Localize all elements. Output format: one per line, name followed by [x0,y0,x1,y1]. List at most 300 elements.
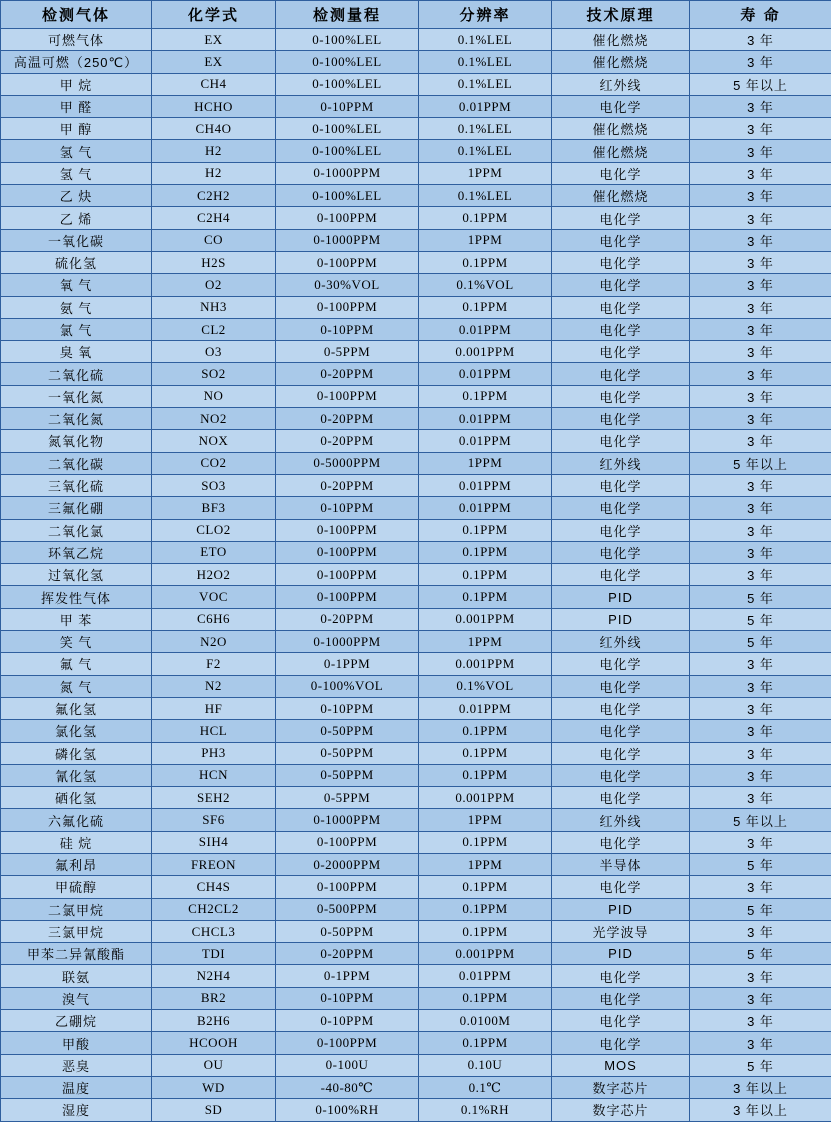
cell-technology: 电化学 [552,564,690,586]
table-row [1,251,831,273]
cell-detection-range: 0-5PPM [276,341,419,363]
cell-detection-range: 0-10PPM [276,1010,419,1032]
cell-detection-range: 0-1000PPM [276,162,419,184]
table-row [1,764,831,786]
cell-resolution: 0.001PPM [419,943,552,965]
cell-technology: 电化学 [552,1010,690,1032]
cell-resolution: 1PPM [419,452,552,474]
cell-technology: 电化学 [552,251,690,273]
cell-chemical-formula: HCN [152,764,276,786]
cell-technology: 电化学 [552,318,690,340]
cell-technology: 电化学 [552,497,690,519]
cell-lifetime: 3 年 [690,51,831,73]
cell-technology: 电化学 [552,787,690,809]
cell-chemical-formula: SO2 [152,363,276,385]
cell-detection-range: 0-100PPM [276,296,419,318]
column-header-technology: 技术原理 [552,1,690,29]
cell-detection-range: 0-1000PPM [276,229,419,251]
cell-resolution: 0.1℃ [419,1076,552,1098]
cell-lifetime: 3 年 [690,162,831,184]
cell-technology: 电化学 [552,742,690,764]
cell-resolution: 0.1PPM [419,898,552,920]
cell-resolution: 0.1PPM [419,251,552,273]
cell-lifetime: 3 年 [690,653,831,675]
cell-gas-name: 磷化氢 [1,742,152,764]
table-row [1,697,831,719]
cell-lifetime: 3 年以上 [690,1076,831,1098]
cell-chemical-formula: NOX [152,430,276,452]
cell-technology: PID [552,608,690,630]
cell-technology: 电化学 [552,965,690,987]
cell-detection-range: 0-100PPM [276,541,419,563]
cell-lifetime: 3 年 [690,185,831,207]
cell-lifetime: 3 年 [690,675,831,697]
cell-gas-name: 甲 烷 [1,73,152,95]
cell-gas-name: 温度 [1,1076,152,1098]
cell-gas-name: 三氟化硼 [1,497,152,519]
cell-technology: 数字芯片 [552,1076,690,1098]
cell-technology: 催化燃烧 [552,29,690,51]
column-header-gas-name: 检测气体 [1,1,152,29]
cell-technology: 电化学 [552,675,690,697]
cell-technology: 电化学 [552,987,690,1009]
cell-resolution: 0.1%LEL [419,51,552,73]
cell-chemical-formula: SIH4 [152,831,276,853]
cell-gas-name: 二氯甲烷 [1,898,152,920]
table-row [1,1099,831,1121]
cell-technology: 电化学 [552,831,690,853]
cell-gas-name: 氟化氢 [1,697,152,719]
cell-chemical-formula: O3 [152,341,276,363]
cell-chemical-formula: FREON [152,853,276,875]
cell-chemical-formula: N2H4 [152,965,276,987]
cell-lifetime: 3 年 [690,474,831,496]
cell-gas-name: 甲 醇 [1,118,152,140]
cell-chemical-formula: C6H6 [152,608,276,630]
cell-gas-name: 硫化氢 [1,251,152,273]
cell-resolution: 0.01PPM [419,497,552,519]
column-header-chemical-formula: 化学式 [152,1,276,29]
cell-resolution: 0.1PPM [419,831,552,853]
column-header-resolution: 分辨率 [419,1,552,29]
cell-detection-range: 0-100%VOL [276,675,419,697]
cell-technology: 电化学 [552,408,690,430]
cell-lifetime: 3 年 [690,95,831,117]
cell-detection-range: 0-20PPM [276,608,419,630]
table-row [1,474,831,496]
table-row [1,586,831,608]
cell-lifetime: 5 年 [690,853,831,875]
table-row [1,608,831,630]
cell-detection-range: 0-20PPM [276,430,419,452]
table-row [1,1032,831,1054]
cell-detection-range: 0-20PPM [276,474,419,496]
cell-technology: 电化学 [552,207,690,229]
table-row [1,519,831,541]
cell-detection-range: 0-100PPM [276,207,419,229]
cell-chemical-formula: NH3 [152,296,276,318]
cell-resolution: 0.1PPM [419,764,552,786]
cell-detection-range: 0-2000PPM [276,853,419,875]
cell-detection-range: 0-100PPM [276,586,419,608]
cell-resolution: 0.01PPM [419,95,552,117]
cell-lifetime: 3 年 [690,341,831,363]
cell-resolution: 0.01PPM [419,697,552,719]
cell-technology: PID [552,898,690,920]
cell-detection-range: 0-100%LEL [276,140,419,162]
cell-lifetime: 3 年 [690,564,831,586]
cell-detection-range: 0-100PPM [276,831,419,853]
cell-detection-range: 0-1000PPM [276,631,419,653]
cell-resolution: 0.1PPM [419,742,552,764]
cell-technology: 催化燃烧 [552,185,690,207]
table-row [1,229,831,251]
cell-technology: 电化学 [552,876,690,898]
table-row [1,920,831,942]
cell-lifetime: 3 年 [690,697,831,719]
cell-gas-name: 氧 气 [1,274,152,296]
cell-lifetime: 3 年 [690,497,831,519]
cell-lifetime: 5 年 [690,586,831,608]
table-row [1,809,831,831]
cell-chemical-formula: CH4S [152,876,276,898]
cell-resolution: 0.1%LEL [419,185,552,207]
table-row [1,831,831,853]
table-row [1,207,831,229]
table-row [1,296,831,318]
cell-technology: 电化学 [552,229,690,251]
cell-lifetime: 3 年 [690,720,831,742]
cell-resolution: 0.001PPM [419,787,552,809]
cell-detection-range: 0-1PPM [276,653,419,675]
cell-resolution: 0.1PPM [419,987,552,1009]
table-row [1,29,831,51]
cell-resolution: 0.01PPM [419,408,552,430]
cell-technology: 电化学 [552,274,690,296]
table-header [1,1,831,29]
cell-resolution: 0.1PPM [419,296,552,318]
cell-resolution: 0.1%VOL [419,274,552,296]
cell-detection-range: 0-10PPM [276,697,419,719]
table-row [1,51,831,73]
cell-gas-name: 过氧化氢 [1,564,152,586]
table-row [1,631,831,653]
cell-resolution: 1PPM [419,631,552,653]
table-body [1,29,831,1122]
table-row [1,274,831,296]
table-row [1,541,831,563]
cell-gas-name: 乙 炔 [1,185,152,207]
cell-resolution: 0.1PPM [419,519,552,541]
cell-lifetime: 3 年 [690,1032,831,1054]
cell-lifetime: 3 年 [690,876,831,898]
cell-detection-range: 0-500PPM [276,898,419,920]
cell-detection-range: 0-100PPM [276,251,419,273]
cell-chemical-formula: CL2 [152,318,276,340]
cell-lifetime: 5 年以上 [690,73,831,95]
cell-detection-range: 0-100PPM [276,564,419,586]
cell-chemical-formula: B2H6 [152,1010,276,1032]
cell-technology: 电化学 [552,519,690,541]
cell-lifetime: 3 年 [690,251,831,273]
cell-chemical-formula: N2O [152,631,276,653]
cell-detection-range: 0-100%LEL [276,185,419,207]
cell-gas-name: 硅 烷 [1,831,152,853]
cell-chemical-formula: CLO2 [152,519,276,541]
table-row [1,118,831,140]
cell-resolution: 0.1%RH [419,1099,552,1121]
cell-gas-name: 湿度 [1,1099,152,1121]
cell-technology: 红外线 [552,631,690,653]
cell-lifetime: 3 年 [690,408,831,430]
cell-gas-name: 甲 醛 [1,95,152,117]
cell-detection-range: 0-10PPM [276,318,419,340]
cell-chemical-formula: N2 [152,675,276,697]
cell-chemical-formula: SEH2 [152,787,276,809]
cell-gas-name: 氰化氢 [1,764,152,786]
cell-technology: 催化燃烧 [552,118,690,140]
cell-gas-name: 挥发性气体 [1,586,152,608]
cell-resolution: 0.001PPM [419,608,552,630]
cell-chemical-formula: H2 [152,162,276,184]
cell-gas-name: 环氧乙烷 [1,541,152,563]
cell-chemical-formula: HCOOH [152,1032,276,1054]
cell-chemical-formula: CO2 [152,452,276,474]
cell-gas-name: 乙硼烷 [1,1010,152,1032]
cell-technology: 电化学 [552,430,690,452]
table-row [1,497,831,519]
cell-technology: 电化学 [552,697,690,719]
cell-gas-name: 氢 气 [1,140,152,162]
cell-gas-name: 高温可燃（250℃） [1,51,152,73]
cell-detection-range: 0-50PPM [276,920,419,942]
cell-detection-range: 0-100PPM [276,385,419,407]
cell-gas-name: 氯化氢 [1,720,152,742]
cell-technology: 电化学 [552,95,690,117]
table-row [1,95,831,117]
cell-gas-name: 二氧化氯 [1,519,152,541]
cell-lifetime: 3 年 [690,987,831,1009]
cell-technology: PID [552,943,690,965]
cell-resolution: 0.1%LEL [419,118,552,140]
cell-technology: 电化学 [552,385,690,407]
table-row [1,898,831,920]
cell-chemical-formula: H2S [152,251,276,273]
table-row [1,564,831,586]
cell-resolution: 0.1PPM [419,541,552,563]
table-header-row [1,1,831,29]
cell-chemical-formula: PH3 [152,742,276,764]
cell-technology: 催化燃烧 [552,140,690,162]
cell-resolution: 0.1PPM [419,720,552,742]
cell-chemical-formula: NO2 [152,408,276,430]
table-row [1,318,831,340]
table-row [1,408,831,430]
cell-gas-name: 甲硫醇 [1,876,152,898]
cell-lifetime: 3 年 [690,831,831,853]
cell-lifetime: 5 年 [690,943,831,965]
cell-chemical-formula: CH4O [152,118,276,140]
cell-technology: 电化学 [552,296,690,318]
cell-technology: 电化学 [552,341,690,363]
cell-lifetime: 5 年以上 [690,809,831,831]
cell-resolution: 0.1%LEL [419,140,552,162]
cell-chemical-formula: H2 [152,140,276,162]
cell-gas-name: 一氧化碳 [1,229,152,251]
cell-chemical-formula: BR2 [152,987,276,1009]
cell-chemical-formula: OU [152,1054,276,1076]
cell-lifetime: 3 年 [690,541,831,563]
cell-chemical-formula: NO [152,385,276,407]
cell-lifetime: 3 年以上 [690,1099,831,1121]
cell-detection-range: 0-100%RH [276,1099,419,1121]
cell-chemical-formula: CO [152,229,276,251]
cell-lifetime: 3 年 [690,118,831,140]
cell-gas-name: 氟利昂 [1,853,152,875]
cell-technology: 电化学 [552,162,690,184]
cell-chemical-formula: SO3 [152,474,276,496]
cell-detection-range: 0-100%LEL [276,73,419,95]
cell-technology: MOS [552,1054,690,1076]
cell-gas-name: 二氧化碳 [1,452,152,474]
cell-technology: 电化学 [552,1032,690,1054]
cell-detection-range: 0-1000PPM [276,809,419,831]
table-row [1,1054,831,1076]
cell-gas-name: 甲 苯 [1,608,152,630]
cell-detection-range: 0-50PPM [276,742,419,764]
cell-technology: 电化学 [552,363,690,385]
cell-resolution: 0.1PPM [419,385,552,407]
cell-gas-name: 三氧化硫 [1,474,152,496]
cell-resolution: 1PPM [419,809,552,831]
table-row [1,341,831,363]
cell-technology: 电化学 [552,653,690,675]
cell-chemical-formula: HF [152,697,276,719]
cell-technology: 催化燃烧 [552,51,690,73]
cell-gas-name: 甲酸 [1,1032,152,1054]
cell-chemical-formula: WD [152,1076,276,1098]
cell-chemical-formula: CH2CL2 [152,898,276,920]
cell-chemical-formula: C2H2 [152,185,276,207]
cell-gas-name: 乙 烯 [1,207,152,229]
cell-lifetime: 5 年 [690,631,831,653]
cell-gas-name: 联氨 [1,965,152,987]
cell-lifetime: 3 年 [690,274,831,296]
cell-technology: 光学波导 [552,920,690,942]
cell-technology: 半导体 [552,853,690,875]
cell-detection-range: 0-10PPM [276,95,419,117]
cell-technology: 数字芯片 [552,1099,690,1121]
cell-chemical-formula: O2 [152,274,276,296]
cell-resolution: 0.01PPM [419,430,552,452]
table-row [1,430,831,452]
cell-gas-name: 可燃气体 [1,29,152,51]
cell-lifetime: 3 年 [690,229,831,251]
cell-resolution: 1PPM [419,162,552,184]
cell-technology: 电化学 [552,764,690,786]
cell-chemical-formula: CHCL3 [152,920,276,942]
cell-gas-name: 二氧化硫 [1,363,152,385]
cell-detection-range: 0-20PPM [276,408,419,430]
cell-gas-name: 二氧化氮 [1,408,152,430]
cell-resolution: 0.1%LEL [419,73,552,95]
cell-lifetime: 3 年 [690,318,831,340]
cell-lifetime: 3 年 [690,787,831,809]
cell-gas-name: 氮氧化物 [1,430,152,452]
cell-chemical-formula: SF6 [152,809,276,831]
cell-detection-range: 0-1PPM [276,965,419,987]
cell-lifetime: 3 年 [690,296,831,318]
table-row [1,185,831,207]
table-row [1,720,831,742]
cell-lifetime: 3 年 [690,742,831,764]
cell-lifetime: 3 年 [690,1010,831,1032]
table-row [1,876,831,898]
cell-chemical-formula: F2 [152,653,276,675]
cell-gas-name: 恶臭 [1,1054,152,1076]
cell-lifetime: 5 年 [690,1054,831,1076]
cell-detection-range: 0-5PPM [276,787,419,809]
cell-resolution: 0.1PPM [419,876,552,898]
table-row [1,742,831,764]
cell-detection-range: 0-100%LEL [276,51,419,73]
cell-lifetime: 3 年 [690,363,831,385]
cell-detection-range: 0-100PPM [276,1032,419,1054]
table-row [1,853,831,875]
cell-resolution: 1PPM [419,229,552,251]
cell-detection-range: 0-100%LEL [276,118,419,140]
cell-detection-range: 0-20PPM [276,363,419,385]
cell-chemical-formula: SD [152,1099,276,1121]
cell-detection-range: 0-20PPM [276,943,419,965]
table-row [1,1010,831,1032]
cell-detection-range: 0-30%VOL [276,274,419,296]
cell-resolution: 0.0100M [419,1010,552,1032]
table-row [1,675,831,697]
column-header-detection-range: 检测量程 [276,1,419,29]
cell-detection-range: -40-80℃ [276,1076,419,1098]
cell-chemical-formula: VOC [152,586,276,608]
cell-chemical-formula: C2H4 [152,207,276,229]
table-row [1,385,831,407]
cell-resolution: 0.1PPM [419,207,552,229]
cell-technology: 电化学 [552,541,690,563]
table-row [1,452,831,474]
cell-lifetime: 3 年 [690,920,831,942]
cell-detection-range: 0-100U [276,1054,419,1076]
cell-detection-range: 0-50PPM [276,764,419,786]
cell-chemical-formula: BF3 [152,497,276,519]
cell-lifetime: 3 年 [690,140,831,162]
cell-chemical-formula: EX [152,51,276,73]
cell-lifetime: 3 年 [690,965,831,987]
table-row [1,73,831,95]
cell-resolution: 0.01PPM [419,363,552,385]
cell-technology: 红外线 [552,452,690,474]
cell-gas-name: 笑 气 [1,631,152,653]
cell-chemical-formula: CH4 [152,73,276,95]
cell-detection-range: 0-5000PPM [276,452,419,474]
cell-lifetime: 3 年 [690,29,831,51]
cell-lifetime: 5 年以上 [690,452,831,474]
cell-resolution: 0.01PPM [419,474,552,496]
cell-chemical-formula: HCHO [152,95,276,117]
cell-technology: 电化学 [552,720,690,742]
cell-gas-name: 氮 气 [1,675,152,697]
cell-resolution: 0.10U [419,1054,552,1076]
cell-gas-name: 六氟化硫 [1,809,152,831]
cell-gas-name: 氯 气 [1,318,152,340]
